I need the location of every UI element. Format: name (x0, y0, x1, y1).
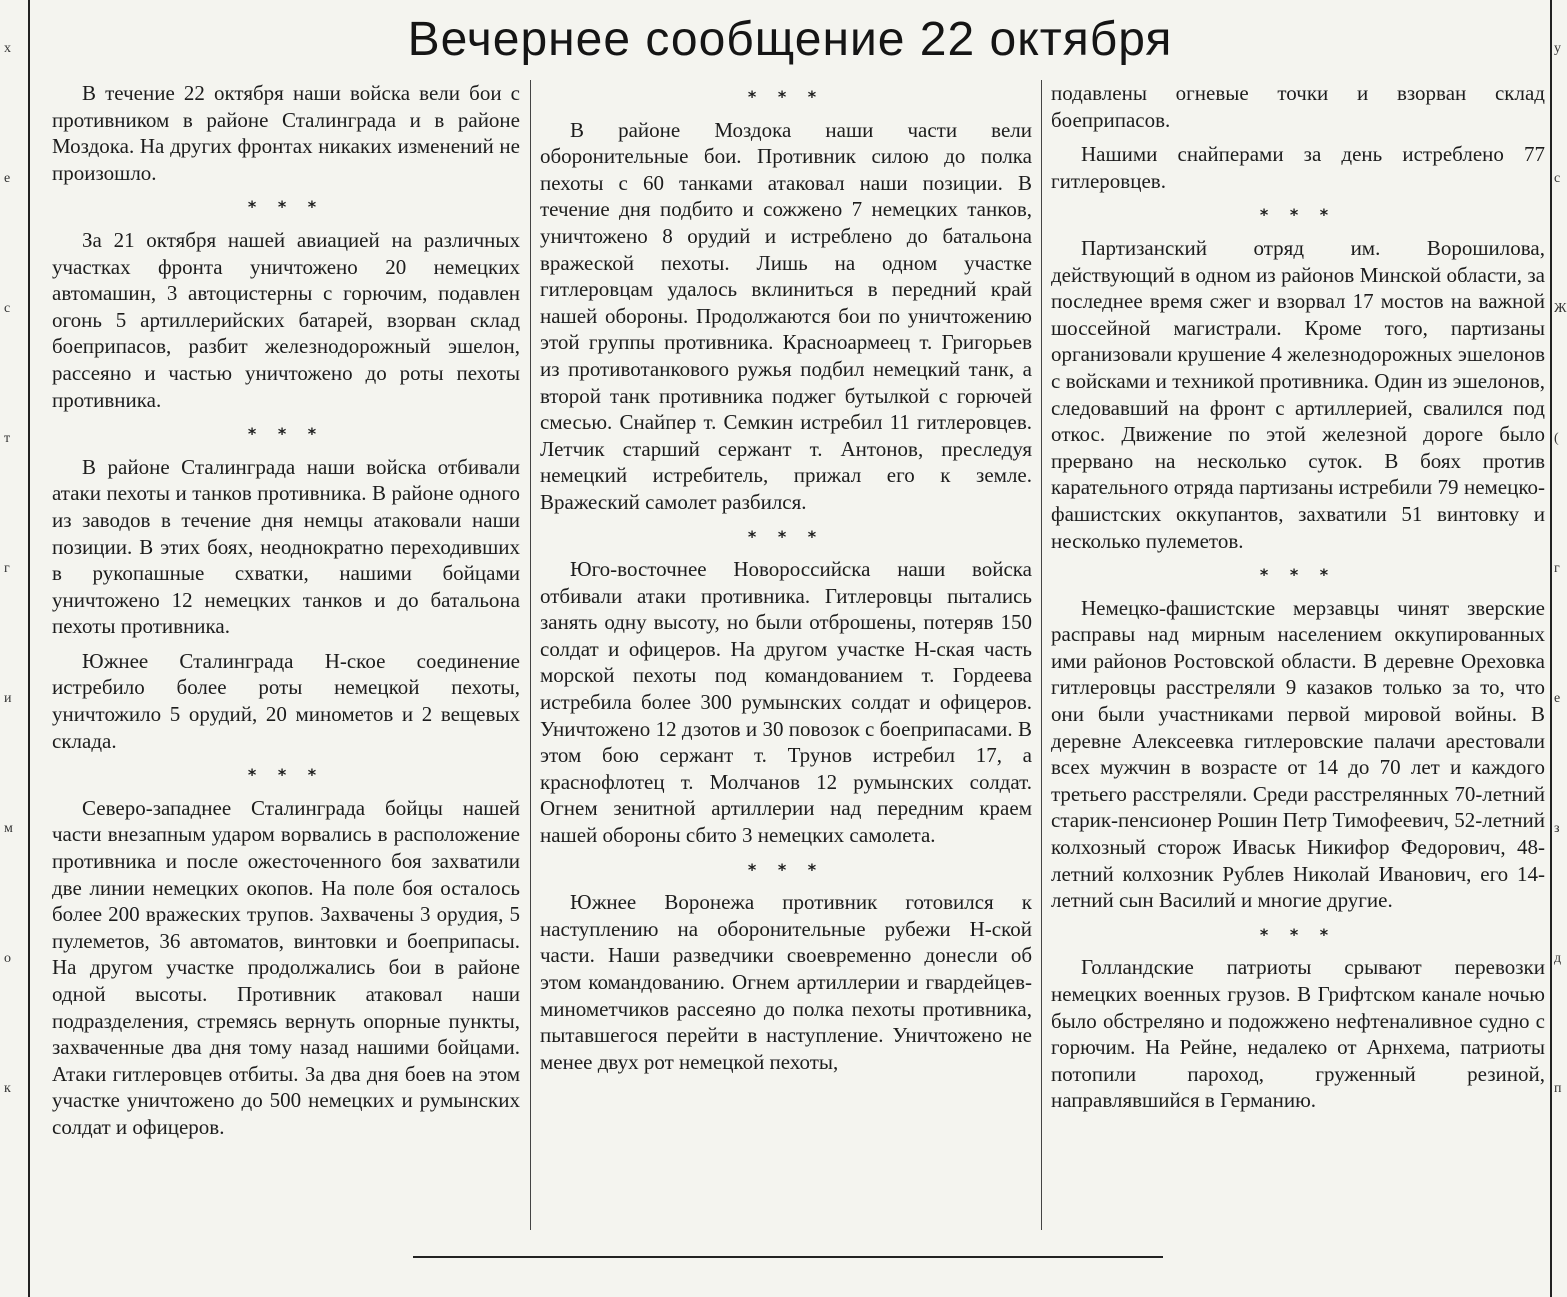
margin-fragment: с (1554, 171, 1561, 186)
margin-fragment: г (4, 561, 10, 576)
article-paragraph: Голландские патриоты срывают перевозки немецких военных грузов. В Грифтском канале ночью было обстреляно и подожжено нефтеналивное судно с горючим. На Рейне, недалеко от Арнхема, патриоты потопили пароход, груженный резиной, направлявшийся в Германию. (1051, 955, 1545, 1113)
section-separator: * * * (247, 424, 325, 444)
section-separator: * * * (247, 197, 325, 217)
margin-fragment: и (4, 691, 12, 706)
margin-fragment: з (1554, 821, 1560, 836)
column-divider-1 (530, 80, 531, 1230)
margin-fragment: к (4, 1081, 11, 1096)
article-paragraph: В районе Сталинграда наши войска отбивали атаки пехоты и танков противника. В районе одного из заводов в течение дня немцы атаковали наши позиции. В этих боях, неоднократно переходивших в рукопашные схватки, нашими бойцами уничтожено 12 немецких танков и до батальона пехоты противника. (52, 454, 520, 639)
article-paragraph: За 21 октября нашей авиацией на различных участках фронта уничтожено 20 немецких автомашин, 3 автоцистерны с горючим, подавлен огонь 5 артиллерийских батарей, взорван склад боеприпасов, разбит железнодорожный эшелон, рассеяно и частью уничтожено до роты пехоты противника. (52, 227, 520, 412)
margin-fragment: е (1554, 691, 1561, 706)
article-column-2 (540, 80, 1032, 1083)
margin-fragment: с (4, 301, 11, 316)
article-paragraph: Партизанский отряд им. Ворошилова, действующий в одном из районов Минской области, за последнее время сжег и взорвал 17 мостов на важной шоссейной магистрали. Кроме того, партизаны организовали крушение 4 железнодорожных эшелонов с войсками и техникой противника. Один из эшелонов, следовавший на фронт с артиллерией, свалился под откос. Движение по этой железной дороге было прервано на несколько суток. В боях против карательного отряда партизаны истребили 79 немецко-фашистских оккупантов, захватили 51 винтовку и несколько пулеметов. (1051, 235, 1545, 553)
article-paragraph: В районе Моздока наши части вели оборонительные бои. Противник силою до полка пехоты с 60 танками атаковал наши позиции. В течение дня подбито и сожжено 7 немецких танков, уничтожено 8 орудий и истреблено до батальона вражеской пехоты. Лишь на одном участке гитлеровцам удалось вклиниться в передний край нашей обороны. Продолжаются бои по уничтожению этой группы противника. Красноармеец т. Григорьев из противотанкового ружья подбил немецкий танк, а второй танк противника поджег бутылкой с горючей смесью. Снайпер т. Семкин истребил 11 гитлеровцев. Летчик старший сержант т. Антонов, преследуя немецкий истребитель, прижал его к земле. Вражеский самолет разбился. (540, 117, 1032, 514)
page-headline: Вечернее сообщение 22 октября (407, 13, 1173, 66)
section-separator: * * * (1259, 205, 1337, 225)
margin-fragment: п (1554, 1081, 1562, 1096)
margin-fragment: х (4, 41, 11, 56)
margin-fragment: е (4, 171, 11, 186)
section-separator: * * * (1259, 565, 1337, 585)
right-border-rule (1550, 0, 1552, 1297)
article-paragraph: Юго-восточнее Новороссийска наши войска отбивали атаки противника. Гитлеровцы пытались занять одну высоту, но были отброшены, потеряв 150 солдат и офицеров. На другом участке Н-ская часть морской пехоты под командованием т. Гордеева истребила более 300 румынских солдат и офицеров. Уничтожено 12 дзотов и 30 повозок с боеприпасами. В этом бою сержант т. Трунов истребил 17, а краснофлотец т. Молчанов 12 румынских солдат. Огнем зенитной артиллерии над передним краем нашей обороны сбито 3 немецких самолета. (540, 557, 1032, 848)
article-paragraph: Южнее Сталинграда Н-ское соединение истребило более роты немецкой пехоты, уничтожило 5 орудий, 20 минометов и 2 вещевых склада. (52, 648, 520, 753)
margin-fragment: д (1554, 951, 1562, 966)
margin-fragment: о (4, 951, 11, 966)
column-divider-2 (1041, 80, 1042, 1230)
section-separator: * * * (747, 87, 825, 106)
margin-fragment: т (4, 431, 11, 446)
article-column-3 (1051, 80, 1545, 1122)
margin-fragment: м (4, 821, 13, 836)
section-separator: * * * (1259, 924, 1337, 944)
margin-fragment: Ж (1554, 301, 1567, 316)
bottom-rule (413, 1256, 1163, 1258)
article-paragraph: Южнее Воронежа противник готовился к наступлению на оборонительные рубежи Н-ской части. Наши разведчики своевременно донесли об этом командованию. Огнем артиллерии и гвардейцев-минометчиков рассеяно до полка пехоты противника, пытавшегося перейти в наступление. Уничтожено не менее двух рот немецкой пехоты, (540, 890, 1032, 1074)
section-separator: * * * (747, 526, 825, 546)
article-paragraph: Немецко-фашистские мерзавцы чинят зверские расправы над мирным населением оккупированных ими районов Ростовской области. В деревне Ореховка гитлеровцы расстреляли 9 казаков только за то, что они были участниками первой мировой войны. В деревне Алексеевка гитлеровские палачи арестовали всех мужчин в возрасте от 14 до 70 лет и каждого третьего расстреляли. Среди расстрелянных 70-летний старик-пенсионер Рошин Петр Тимофеевич, 52-летний колхозный сторож Иваськ Никифор Федорович, 48-летний колхозник Рублев Николай Иванович, его 14-летний сын Василий и многие другие. (1051, 595, 1545, 913)
section-separator: * * * (747, 859, 825, 879)
margin-fragment: г (1554, 561, 1560, 576)
article-paragraph: подавлены огневые точки и взорван склад боеприпасов. (1051, 81, 1545, 132)
left-border-rule (28, 0, 30, 1297)
margin-fragment: у (1554, 41, 1561, 56)
article-column-1 (52, 80, 520, 1149)
margin-fragment: ( (1554, 431, 1559, 446)
article-paragraph: Нашими снайперами за день истреблено 77 гитлеровцев. (1051, 142, 1545, 193)
article-paragraph: В течение 22 октября наши войска вели бои с противником в районе Сталинграда и в районе Моздока. На других фронтах никаких изменений не произошло. (52, 81, 520, 185)
section-separator: * * * (247, 765, 325, 785)
article-paragraph: Северо-западнее Сталинграда бойцы нашей части внезапным ударом ворвались в расположение противника и после ожесточенного боя захватили две линии немецких окопов. На поле боя осталось более 200 вражеских трупов. Захвачены 3 орудия, 5 пулеметов, 36 автоматов, винтовки и боеприпасы. На другом участке продолжались бои в районе одной высоты. Противник атаковал наши подразделения, стремясь вернуть опорные пункты, захваченные два дня тому назад нашими бойцами. Атаки гитлеровцев отбиты. За два дня боев на этом участке уничтожено до 500 немецких и румынских солдат и офицеров. (52, 795, 520, 1139)
